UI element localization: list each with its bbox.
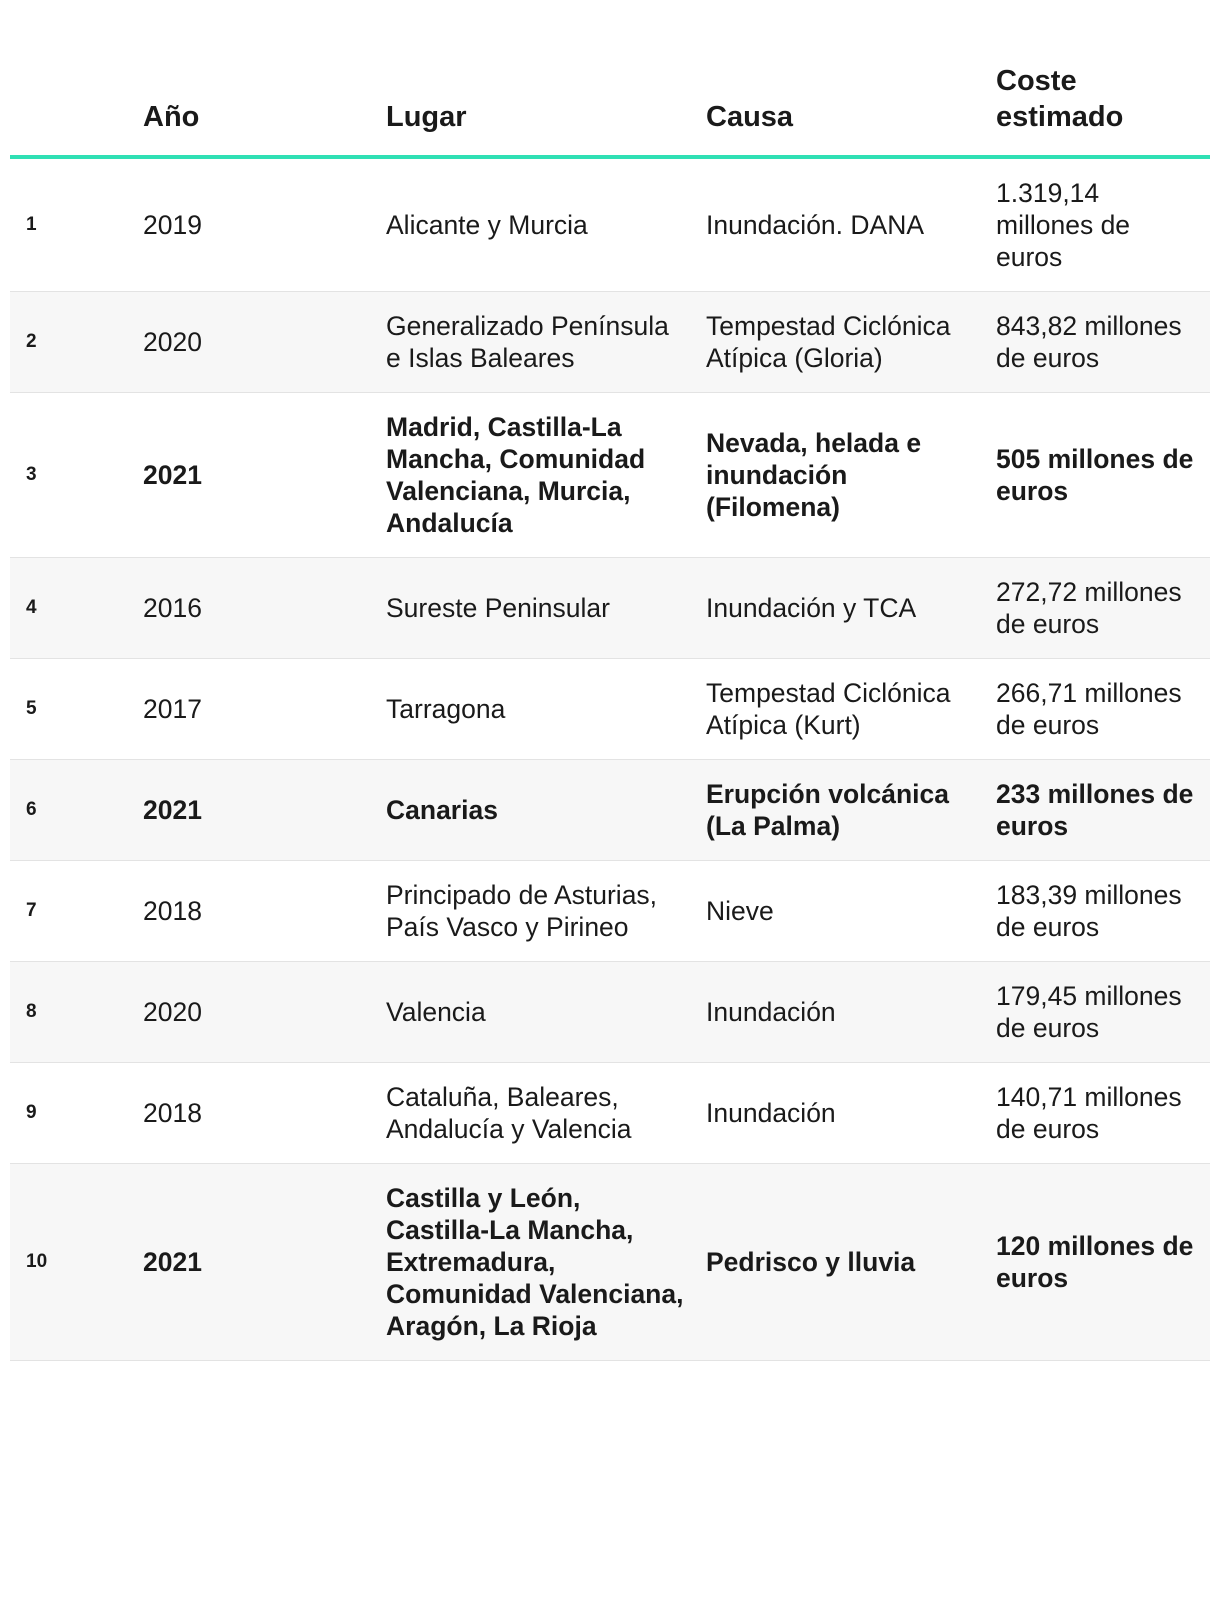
cell-cause: Inundación [706,962,996,1063]
cell-rank: 5 [10,659,143,760]
table-row [10,1063,1210,1164]
cell-cause: Tempestad Ciclónica Atípica (Gloria) [706,292,996,393]
cell-cause: Nevada, helada e inundación (Filomena) [706,393,996,558]
cell-rank: 6 [10,760,143,861]
cell-rank: 10 [10,1164,143,1361]
header-cost: Coste estimado [996,0,1210,157]
cell-place: Tarragona [386,659,706,760]
cell-rank: 7 [10,861,143,962]
cell-cost: 272,72 millones de euros [996,558,1210,659]
header-row [10,0,1210,157]
header-year: Año [143,0,386,157]
cell-year: 2018 [143,1063,386,1164]
cell-cause: Inundación y TCA [706,558,996,659]
header-place: Lugar [386,0,706,157]
cell-place: Principado de Asturias, País Vasco y Pirineo [386,861,706,962]
cell-cost: 843,82 millones de euros [996,292,1210,393]
cell-cost: 120 millones de euros [996,1164,1210,1361]
disasters-table-container [10,0,1210,1361]
table-row [10,157,1210,292]
table-row [10,760,1210,861]
cell-place: Valencia [386,962,706,1063]
cell-cause: Nieve [706,861,996,962]
cell-cost: 179,45 millones de euros [996,962,1210,1063]
cell-cause: Tempestad Ciclónica Atípica (Kurt) [706,659,996,760]
cell-year: 2020 [143,292,386,393]
cell-cost: 505 millones de euros [996,393,1210,558]
cell-place: Cataluña, Baleares, Andalucía y Valencia [386,1063,706,1164]
cell-year: 2021 [143,1164,386,1361]
cell-cost: 183,39 millones de euros [996,861,1210,962]
cell-cost: 140,71 millones de euros [996,1063,1210,1164]
header-rank [10,0,143,157]
cell-rank: 4 [10,558,143,659]
table-header [10,0,1210,157]
cell-rank: 1 [10,157,143,292]
cell-place: Canarias [386,760,706,861]
cell-cost: 266,71 millones de euros [996,659,1210,760]
cell-cause: Erupción volcánica (La Palma) [706,760,996,861]
cell-cause: Inundación. DANA [706,157,996,292]
table-row [10,861,1210,962]
disasters-cost-table [10,0,1210,1361]
cell-cause: Pedrisco y lluvia [706,1164,996,1361]
cell-cause: Inundación [706,1063,996,1164]
cell-year: 2019 [143,157,386,292]
cell-place: Sureste Peninsular [386,558,706,659]
cell-cost: 1.319,14 millones de euros [996,157,1210,292]
table-row [10,558,1210,659]
table-row [10,1164,1210,1361]
cell-place: Madrid, Castilla-La Mancha, Comunidad Valenciana, Murcia, Andalucía [386,393,706,558]
cell-year: 2016 [143,558,386,659]
cell-year: 2017 [143,659,386,760]
header-cause: Causa [706,0,996,157]
cell-rank: 2 [10,292,143,393]
cell-rank: 9 [10,1063,143,1164]
cell-place: Generalizado Península e Islas Baleares [386,292,706,393]
table-row [10,659,1210,760]
cell-year: 2020 [143,962,386,1063]
cell-year: 2021 [143,393,386,558]
table-row [10,962,1210,1063]
cell-year: 2018 [143,861,386,962]
table-body [10,157,1210,1361]
cell-rank: 8 [10,962,143,1063]
table-row [10,393,1210,558]
table-row [10,292,1210,393]
cell-rank: 3 [10,393,143,558]
cell-place: Alicante y Murcia [386,157,706,292]
cell-cost: 233 millones de euros [996,760,1210,861]
cell-place: Castilla y León, Castilla-La Mancha, Extremadura, Comunidad Valenciana, Aragón, La Rioja [386,1164,706,1361]
cell-year: 2021 [143,760,386,861]
